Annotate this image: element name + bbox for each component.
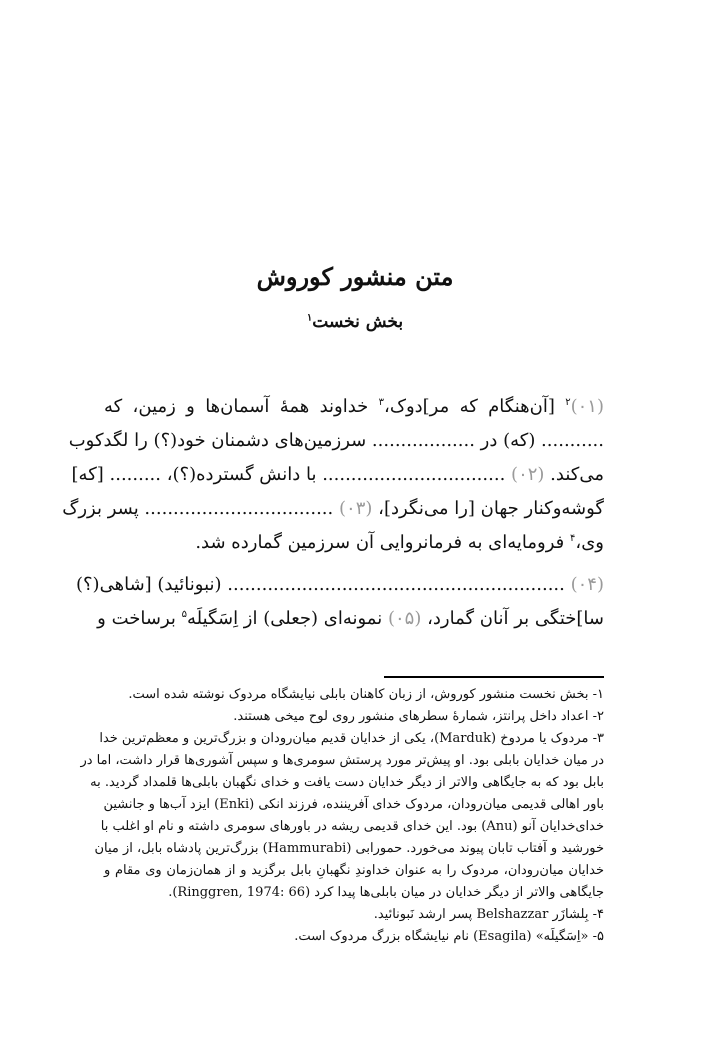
line-number-01: (۰۱) bbox=[570, 396, 605, 417]
text-segment: ........................................................... (نبونائید) [شاهی(؟) bbox=[75, 574, 565, 595]
text-line-5 bbox=[104, 526, 604, 560]
footnote-4: ۴- بِلشازَر Belshazzar پسر ارشد نَبونائید. bbox=[373, 907, 604, 922]
text-segment: ................................. پسر بزرگ bbox=[62, 498, 334, 519]
line-number-04: (۰۴) bbox=[570, 574, 604, 595]
footnote-1: ۱- بخش نخست منشور کوروش، از زبان کاهنان بابلی نیایشگاه مردوک نوشته شده است. bbox=[128, 687, 604, 702]
footnote-ref-4[interactable]: ۴ bbox=[570, 533, 576, 544]
page-title-text: متن منشور کوروش bbox=[256, 262, 454, 291]
footnotes bbox=[80, 684, 604, 948]
footnote-3-line-3: بابل بود که به جایگاهی والاتر از دیگر خدایان دست یافت و خدای نگهبان بابلی‌ها قلمداد گردید. به bbox=[90, 775, 604, 790]
text-segment: گوشه‌وکنار جهان [را می‌نگرد]، bbox=[378, 498, 604, 519]
section-subtitle-text: بخش نخست bbox=[312, 312, 404, 332]
footnote-3-line-5: خدای‌خدایان آنو (Anu) بود. این خدای قدیمی ریشه در باورهای سومری داشته و نام او اغلب با bbox=[100, 819, 604, 834]
text-segment: ........... (که) در .................. سرزمین‌های دشمنان خود(؟) را لگدکوب bbox=[68, 430, 604, 451]
footnote-3-line-1: ۳- مردوک یا مردوخ (Marduk)، یکی از خدایان قدیم میان‌رودان و بزرگ‌ترین و معظم‌ترین خدا bbox=[99, 731, 604, 746]
footnote-ref-5[interactable]: ۵ bbox=[181, 609, 188, 620]
text-line-3 bbox=[71, 458, 604, 492]
text-line-4 bbox=[62, 492, 604, 526]
footnote-3-line-6: خورشید و آفتاب تابان پیوند می‌خورد. حمورابی (Hammurabi) بزرگ‌ترین پادشاه بابل، از میان bbox=[94, 841, 604, 856]
text-segment: خداوند همهٔ آسمان‌ها و زمین، که bbox=[104, 396, 369, 417]
text-segment: سا]ختگی بر آنان گمارد، bbox=[427, 608, 604, 629]
text-line-2 bbox=[68, 424, 604, 458]
footnote-ref-1[interactable]: ۱ bbox=[306, 312, 313, 324]
footnote-3-line-8: جایگاهی والاتر از دیگر خدایان در میان بابلی‌ها پیدا کرد (Ringgren, 1974: 66). bbox=[168, 885, 604, 900]
footnote-5: ۵- «اِسَگیلَه» (Esagila) نام نیایشگاه بزرگ مردوک است. bbox=[294, 929, 604, 944]
footnote-3-line-7: خدایان میان‌رودان، مردوک را به عنوان خداوندِ نگهبانِ بابل برگزید و از همان‌زمان وی مقام و bbox=[104, 863, 604, 878]
footnote-separator bbox=[384, 676, 604, 678]
text-segment: می‌کند. bbox=[550, 464, 604, 485]
section-subtitle bbox=[0, 312, 710, 332]
text-line-7 bbox=[97, 602, 604, 636]
text-segment: نمونه‌ای (جعلی) از اِسَگیلَه bbox=[187, 608, 383, 629]
footnote-2: ۲- اعداد داخل پرانتز، شمارهٔ سطرهای منشور روی لوح میخی هستند. bbox=[233, 709, 604, 724]
text-segment: برساخت و bbox=[97, 608, 176, 629]
text-segment: وی، bbox=[575, 532, 604, 553]
text-line-1 bbox=[104, 390, 604, 424]
text-line-6 bbox=[75, 568, 604, 602]
footnote-ref-2[interactable]: ۲ bbox=[565, 397, 571, 408]
text-segment: ................................ با دانش گسترده(؟)، ......... [که] bbox=[71, 464, 506, 485]
line-number-05: (۰۵) bbox=[387, 608, 422, 629]
page-title bbox=[0, 262, 710, 291]
line-number-03: (۰۳) bbox=[339, 498, 373, 519]
main-text bbox=[62, 390, 605, 636]
footnote-3-line-4: باور اهالی قدیمی میان‌رودان، مردوک خدای آفریننده، فرزند انکی (Enki) ایزد آب‌ها و جانشین bbox=[103, 797, 604, 812]
footnote-3-line-2: در میان خدایان بابلی بود. او پیش‌تر مورد پرستش سومری‌ها و سپس آشوری‌ها قرار داشت، اما در bbox=[80, 753, 604, 768]
line-number-02: (۰۲) bbox=[511, 464, 545, 485]
footnote-ref-3[interactable]: ۳ bbox=[378, 397, 385, 408]
text-segment: فرومایه‌ای به فرمانروایی آن سرزمین گمارده شد. bbox=[195, 532, 565, 553]
text-segment: [آن‌هنگام که مر]دوک، bbox=[384, 396, 555, 417]
